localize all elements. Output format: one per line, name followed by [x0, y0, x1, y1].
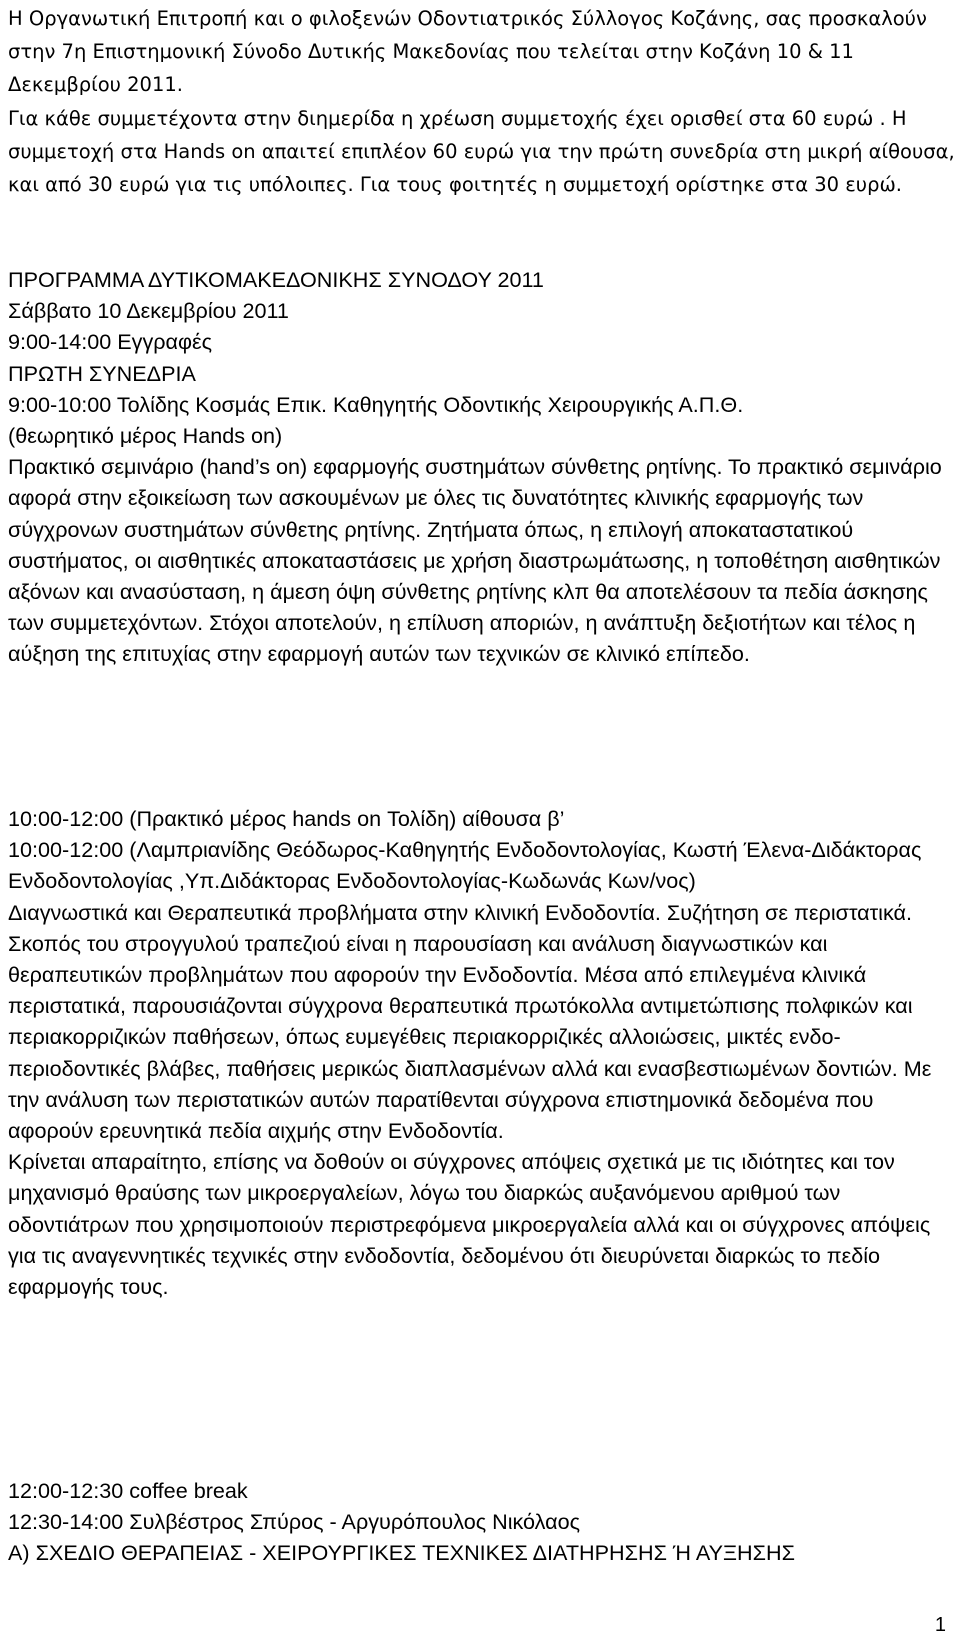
intro-section	[8, 2, 956, 201]
endodontics-section	[8, 803, 956, 1302]
speaker-line: 9:00-10:00 Τολίδης Κοσμάς Επικ. Καθηγητής Οδοντικής Χειρουργικής Α.Π.Θ.	[8, 391, 744, 417]
afternoon-section	[8, 1475, 956, 1569]
page-number: 1	[934, 1614, 946, 1636]
instruments-paragraph: Κρίνεται απαραίτητο, επίσης να δοθούν οι σύγχρονες απόψεις σχετικά με τις ιδιότητες και τον μηχανισμό θραύσης των μικροεργαλείων, λόγω του διαρκώς αυξανόμενου αριθμού των οδοντιάτρων που χρησιμοποιούν περιστρεφόμενα μικροεργαλεία αλλά και οι σύγχρονες απόψεις για τις αναγεννητικές τεχνικές στην ενδοδοντία, δεδομένου ότι διευρύνεται διαρκώς το πεδίο εφαρμογής τους.	[8, 1149, 931, 1300]
program-section	[8, 264, 956, 670]
seminar-description: Πρακτικό σεμινάριο (hand’s on) εφαρμογής συστημάτων σύνθετης ρητίνης. Το πρακτικό σεμινάριο αφορά στην εξοικείωση των ασκουμένων με όλες τις δυνατότητες κλινικής εφαρμογής των σύγχρονων συστημάτων σύνθετης ρητίνης. Ζητήματα όπως, η επιλογή αποκαταστατικού συστήματος, οι αισθητικές αποκαταστάσεις με χρήση διαστρωμάτωσης, η τοποθέτηση αισθητικών αξόνων και ανασύσταση, η άμεση όψη σύνθετης ρητίνης κλπ θα αποτελέσουν τα πεδία άσκησης των συμμετεχόντων. Στόχοι αποτελούν, η επίλυση αποριών, η ανάπτυξη δεξιοτήτων και τέλος η αύξηση της επιτυχίας στην εφαρμογή αυτών των τεχνικών σε κλινικό επίπεδο.	[8, 454, 942, 667]
coffee-break-line: 12:00-12:30 coffee break	[8, 1478, 248, 1503]
program-date: Σάββατο 10 Δεκεμβρίου 2011	[8, 298, 289, 324]
endodontics-topic: Διαγνωστικά και Θεραπευτικά προβλήματα στην κλινική Ενδοδοντία. Συζήτηση σε περιστατικά.	[8, 899, 912, 925]
fees-paragraph: Για κάθε συμμετέχοντα στην διημερίδα η χρέωση συμμετοχής έχει ορισθεί στα 60 ευρώ . Η συμμετοχή στα Hands on απαιτεί επιπλέον 60 ευρώ για την πρώτη συνεδρία στη μικρή αίθουσα, και από 30 ευρώ για τις υπόλοιπες. Για τους φοιτητές η συμμετοχή ορίστηκε στα 30 ευρώ.	[8, 106, 955, 197]
invitation-paragraph: Η Οργανωτική Επιτροπή και ο φιλοξενών Οδοντιατρικός Σύλλογος Κοζάνης, σας προσκαλούν στην 7η Επιστημονική Σύνοδο Δυτικής Μακεδονίας που τελείται στην Κοζάνη 10 & 11 Δεκεμβρίου 2011.	[8, 7, 927, 97]
program-title: ΠΡΟΓΡΑΜΜΑ ΔΥΤΙΚΟΜΑΚΕΔΟΝΙΚΗΣ ΣΥΝΟΔΟΥ 2011	[8, 267, 544, 292]
first-session-heading: ΠΡΩΤΗ ΣΥΝΕΔΡΙΑ	[8, 360, 196, 386]
treatment-plan-heading: Α) ΣΧΕΔΙΟ ΘΕΡΑΠΕΙΑΣ - ΧΕΙΡΟΥΡΓΙΚΕΣ ΤΕΧΝΙΚΕΣ ΔΙΑΤΗΡΗΣΗΣ Ή ΑΥΞΗΣΗΣ	[8, 1540, 795, 1566]
afternoon-speakers: 12:30-14:00 Συλβέστρος Σπύρος - Αργυρόπουλος Νικόλαος	[8, 1509, 581, 1535]
hands-on-line: 10:00-12:00 (Πρακτικό μέρος hands on Τολίδη) αίθουσα β’	[8, 806, 565, 831]
registration-line: 9:00-14:00 Εγγραφές	[8, 329, 213, 355]
theory-line: (θεωρητικό μέρος Hands on)	[8, 423, 283, 449]
round-table-purpose: Σκοπός του στρογγυλού τραπεζιού είναι η παρουσίαση και ανάλυση διαγνωστικών και θεραπευτικών προβλημάτων που αφορούν την Ενδοδοντία. Μέσα από επιλεγμένα κλινικά περιστατικά, παρουσιάζονται σύγχρονα θεραπευτικά πρωτόκολλα αντιμετώπισης πολφικών και περιακορριζικών παθήσεων, όπως ευμεγέθεις περιακορριζικές αλλοιώσεις, μικτές ενδο-περιοδοντικές βλάβες, παθήσεις μερικώς διαπλασμένων αλλά και ενασβεστιωμένων δοντιών. Με την ανάλυση των περιστατικών αυτών παρατίθενται σύγχρονα επιστημονικά δεδομένα που αφορούν ερευνητικά πεδία αιχμής στην Ενδοδοντία.	[8, 930, 932, 1144]
endodontics-speakers: 10:00-12:00 (Λαμπριανίδης Θεόδωρος-Καθηγητής Ενδοδοντολογίας, Κωστή Έλενα-Διδάκτορας Ενδοδοντολογίας ,Υπ.Διδάκτορας Ενδοδοντολογίας-Κωδωνάς Κων/νος)	[8, 837, 922, 894]
